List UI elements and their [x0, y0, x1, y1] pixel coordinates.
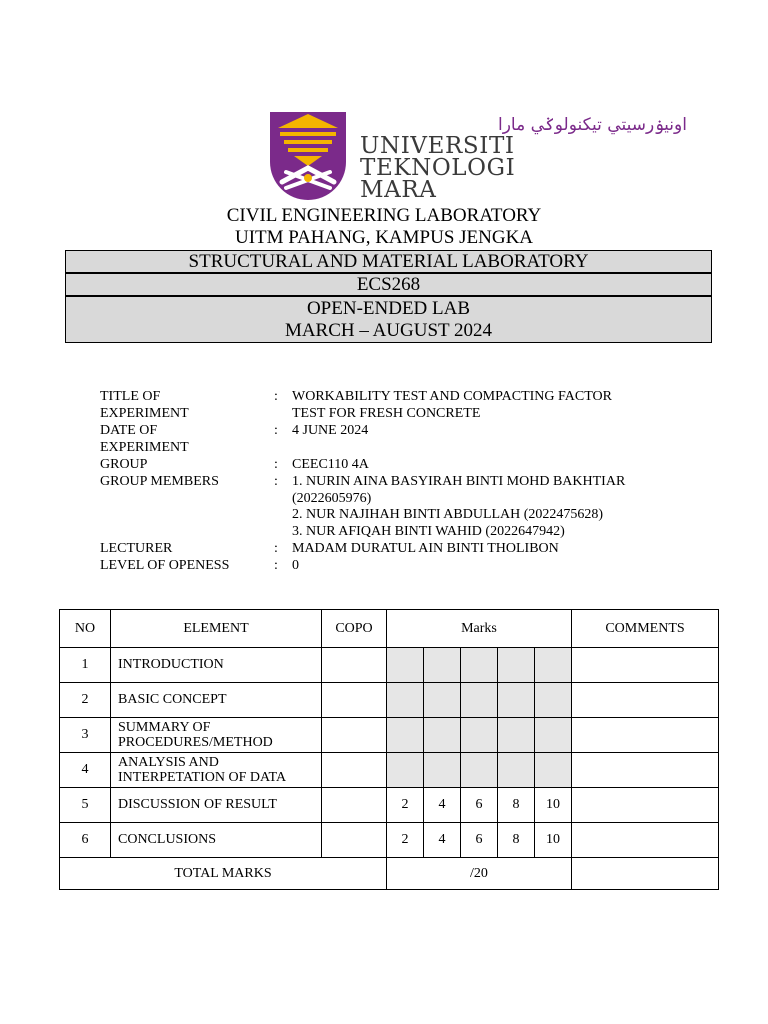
mark-option[interactable]: 2 — [387, 788, 424, 823]
row-no: 5 — [60, 788, 111, 823]
title-value-1: WORKABILITY TEST AND COMPACTING FACTOR — [292, 389, 612, 404]
mark-cell[interactable] — [535, 753, 572, 788]
comment-cell[interactable] — [572, 753, 719, 788]
lab-title: CIVIL ENGINEERING LABORATORY — [226, 205, 542, 226]
logo-word-mara: MARA — [360, 177, 437, 203]
row-element: INTRODUCTION — [111, 648, 322, 683]
mark-cell[interactable] — [424, 753, 461, 788]
row-element — [111, 753, 322, 788]
group-value: CEEC110 4A — [292, 457, 369, 472]
table-row — [60, 648, 719, 683]
member-3: 3. NUR AFIQAH BINTI WAHID (2022647942) — [292, 524, 565, 539]
title-label-2: EXPERIMENT — [100, 406, 189, 421]
mark-option[interactable]: 8 — [498, 788, 535, 823]
row-no: 1 — [60, 648, 111, 683]
mark-option[interactable]: 8 — [498, 823, 535, 858]
copo-cell[interactable] — [322, 683, 387, 718]
row-element-line-2: INTERPETATION OF DATA — [118, 770, 287, 785]
title-colon: : — [274, 389, 278, 404]
title-value-2: TEST FOR FRESH CONCRETE — [292, 406, 481, 421]
mark-option[interactable]: 10 — [535, 823, 572, 858]
marks-table — [59, 609, 719, 890]
mark-cell[interactable] — [387, 753, 424, 788]
header-no: NO — [60, 610, 111, 648]
mark-cell[interactable] — [387, 683, 424, 718]
member-1-name: 1. NURIN AINA BASYIRAH BINTI MOHD BAKHTIAR — [292, 474, 626, 489]
banner-lab-period — [65, 296, 712, 343]
date-colon: : — [274, 423, 278, 438]
lecturer-label: LECTURER — [100, 541, 173, 556]
row-element: BASIC CONCEPT — [111, 683, 322, 718]
svg-text:اونيۏرسيتي تيكنولوݢي مارا: اونيۏرسيتي تيكنولوݢي مارا — [498, 115, 687, 135]
date-label-2: EXPERIMENT — [100, 440, 189, 455]
total-row — [60, 858, 719, 890]
row-element: CONCLUSIONS — [111, 823, 322, 858]
openess-value: 0 — [292, 558, 299, 573]
table-row — [60, 823, 719, 858]
row-no: 2 — [60, 683, 111, 718]
logo-word-universiti: UNIVERSITI — [360, 133, 515, 159]
banner-lab-type: OPEN-ENDED LAB — [306, 298, 471, 319]
comment-cell[interactable] — [572, 823, 719, 858]
copo-cell[interactable] — [322, 648, 387, 683]
member-2: 2. NUR NAJIHAH BINTI ABDULLAH (2022475628) — [292, 507, 604, 522]
row-no: 3 — [60, 718, 111, 753]
mark-cell[interactable] — [461, 718, 498, 753]
lecturer-colon: : — [274, 541, 278, 556]
uitm-crest-icon — [268, 110, 348, 202]
table-row — [60, 683, 719, 718]
row-element-line-2: PROCEDURES/METHOD — [118, 735, 273, 750]
total-value: /20 — [387, 858, 572, 890]
banner-course-code: ECS268 — [65, 273, 712, 296]
campus-title: UITM PAHANG, KAMPUS JENGKA — [234, 227, 534, 248]
row-no: 6 — [60, 823, 111, 858]
mark-option[interactable]: 6 — [461, 823, 498, 858]
table-header-row — [60, 610, 719, 648]
date-value: 4 JUNE 2024 — [292, 423, 369, 438]
openess-label: LEVEL OF OPENESS — [100, 558, 230, 573]
mark-cell[interactable] — [387, 718, 424, 753]
members-colon: : — [274, 474, 278, 489]
row-element-line-1: ANALYSIS AND — [118, 755, 219, 770]
table-row — [60, 788, 719, 823]
mark-option[interactable]: 10 — [535, 788, 572, 823]
mark-cell[interactable] — [498, 648, 535, 683]
lecturer-value: MADAM DURATUL AIN BINTI THOLIBON — [292, 541, 559, 556]
mark-cell[interactable] — [424, 718, 461, 753]
mark-cell[interactable] — [387, 648, 424, 683]
header-comments: COMMENTS — [572, 610, 719, 648]
mark-cell[interactable] — [535, 683, 572, 718]
banner-lab-name: STRUCTURAL AND MATERIAL LABORATORY — [65, 250, 712, 273]
group-label: GROUP — [100, 457, 148, 472]
mark-option[interactable]: 4 — [424, 788, 461, 823]
member-1-id: (2022605976) — [292, 491, 372, 506]
mark-option[interactable]: 2 — [387, 823, 424, 858]
mark-option[interactable]: 6 — [461, 788, 498, 823]
mark-cell[interactable] — [461, 753, 498, 788]
mark-cell[interactable] — [461, 683, 498, 718]
uitm-logo — [268, 110, 687, 203]
comment-cell[interactable] — [572, 683, 719, 718]
logo-word-teknologi: TEKNOLOGI — [360, 155, 516, 181]
total-label: TOTAL MARKS — [60, 858, 387, 890]
title-label-1: TITLE OF — [100, 389, 161, 404]
row-element — [111, 718, 322, 753]
header-marks: Marks — [387, 610, 572, 648]
mark-option[interactable]: 4 — [424, 823, 461, 858]
mark-cell[interactable] — [424, 648, 461, 683]
table-row — [60, 753, 719, 788]
mark-cell[interactable] — [498, 718, 535, 753]
mark-cell[interactable] — [461, 648, 498, 683]
row-no: 4 — [60, 753, 111, 788]
group-colon: : — [274, 457, 278, 472]
mark-cell[interactable] — [535, 718, 572, 753]
copo-cell[interactable] — [322, 823, 387, 858]
mark-cell[interactable] — [498, 753, 535, 788]
table-row — [60, 718, 719, 753]
openess-colon: : — [274, 558, 278, 573]
mark-cell[interactable] — [535, 648, 572, 683]
header-element: ELEMENT — [111, 610, 322, 648]
members-label: GROUP MEMBERS — [100, 474, 219, 489]
copo-cell[interactable] — [322, 788, 387, 823]
comment-cell[interactable] — [572, 718, 719, 753]
comment-cell[interactable] — [572, 788, 719, 823]
row-element-line-1: SUMMARY OF — [118, 720, 211, 735]
mark-cell[interactable] — [498, 683, 535, 718]
total-comment-cell[interactable] — [572, 858, 719, 890]
row-element: DISCUSSION OF RESULT — [111, 788, 322, 823]
header-copo: COPO — [322, 610, 387, 648]
mark-cell[interactable] — [424, 683, 461, 718]
copo-cell[interactable] — [322, 718, 387, 753]
comment-cell[interactable] — [572, 648, 719, 683]
copo-cell[interactable] — [322, 753, 387, 788]
banner-semester: MARCH – AUGUST 2024 — [284, 320, 493, 341]
date-label-1: DATE OF — [100, 423, 158, 438]
